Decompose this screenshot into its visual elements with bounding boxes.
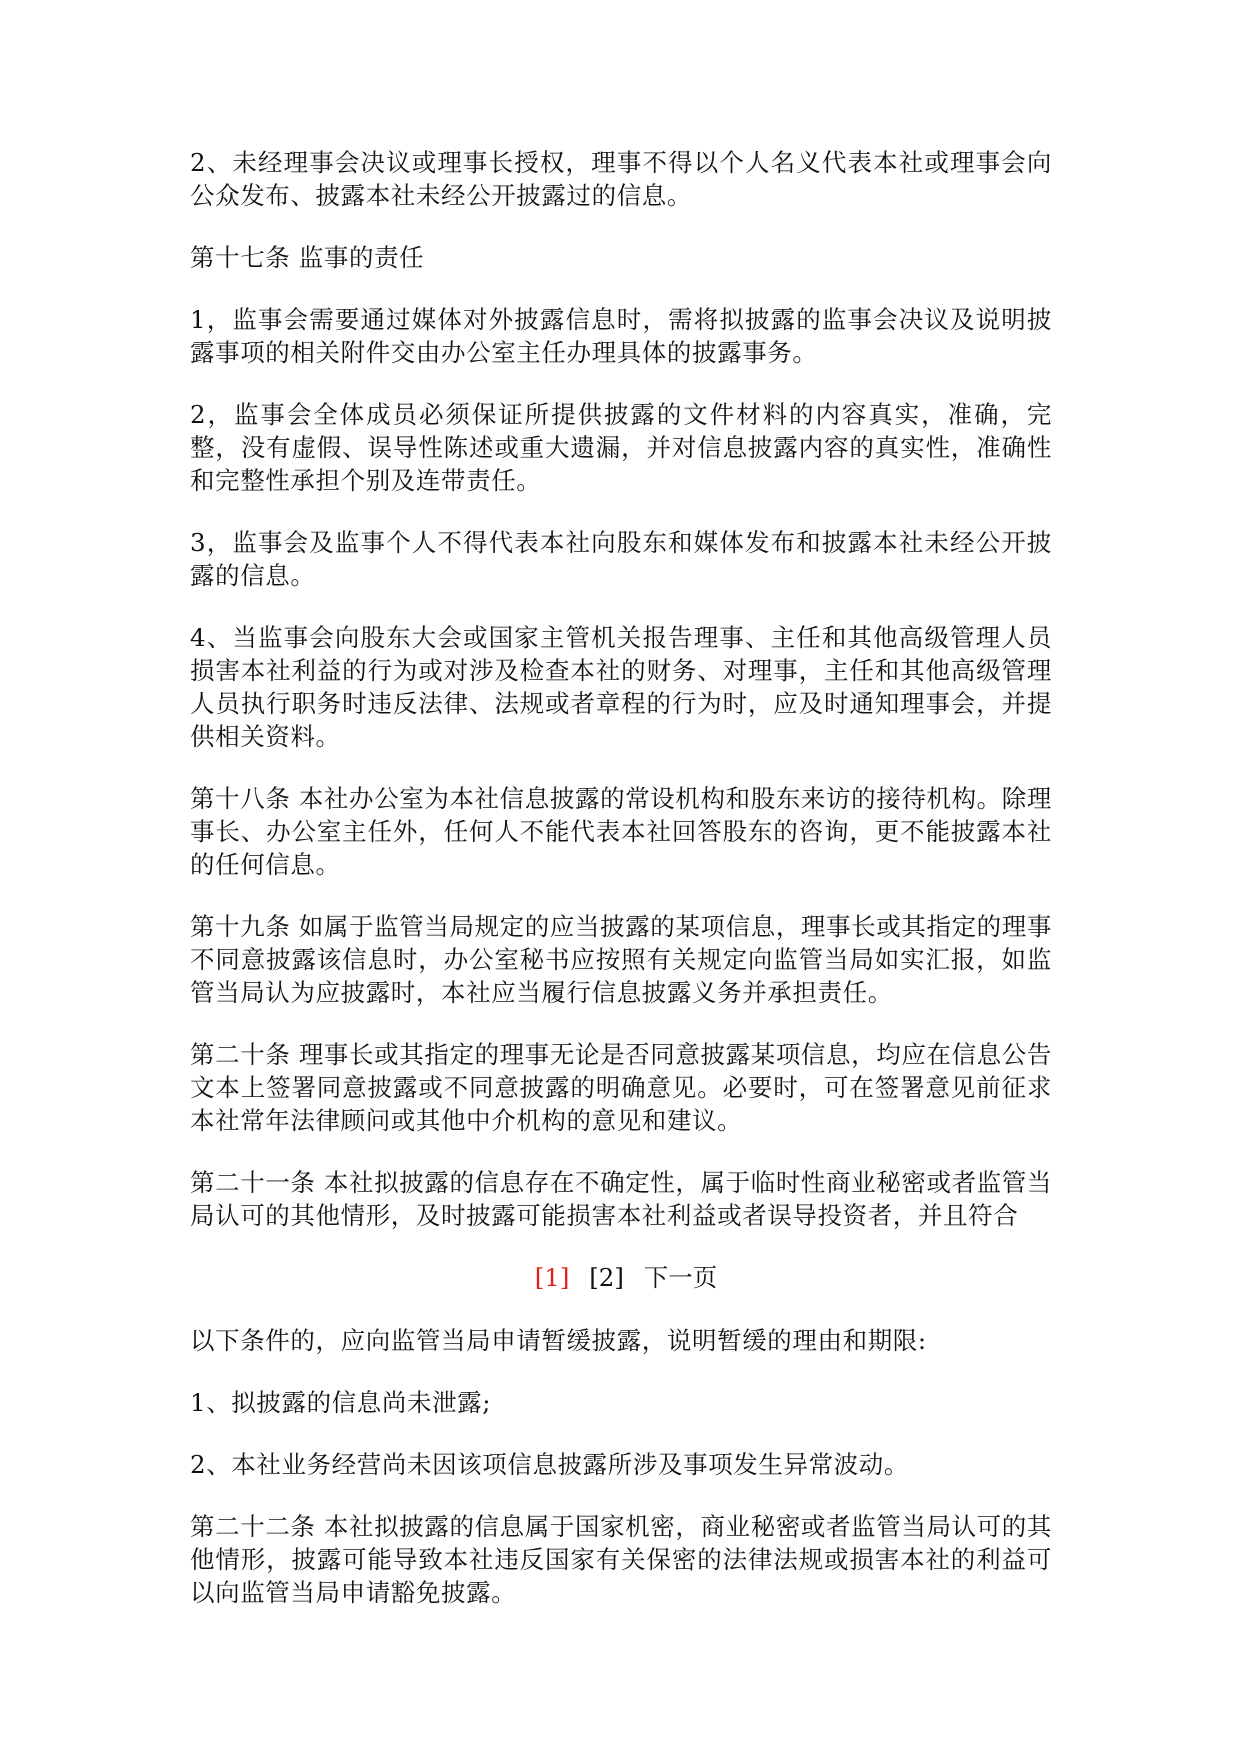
paragraph-4: 2，监事会全体成员必须保证所提供披露的文件材料的内容真实，准确，完整，没有虚假、误导性陈述或重大遗漏，并对信息披露内容的真实性，准确性和完整性承担个别及连带责任。 — [190, 400, 1052, 495]
pagination — [190, 1261, 1052, 1294]
article-21: 第二十一条 本社拟披露的信息存在不确定性，属于临时性商业秘密或者监管当局认可的其他情形，及时披露可能损害本社利益或者误导投资者，并且符合 — [190, 1168, 1052, 1230]
paragraph-1: 2、未经理事会决议或理事长授权，理事不得以个人名义代表本社或理事会向公众发布、披露本社未经公开披露过的信息。 — [190, 148, 1052, 210]
paragraph-5: 3，监事会及监事个人不得代表本社向股东和媒体发布和披露本社未经公开披露的信息。 — [190, 528, 1052, 590]
article-19: 第十九条 如属于监管当局规定的应当披露的某项信息，理事长或其指定的理事不同意披露该信息时，办公室秘书应按照有关规定向监管当局如实汇报，如监管当局认为应披露时，本社应当履行信息披露义务并承担责任。 — [190, 912, 1052, 1007]
condition-2: 2、本社业务经营尚未因该项信息披露所涉及事项发生异常波动。 — [190, 1450, 909, 1479]
condition-1: 1、拟披露的信息尚未泄露; — [190, 1388, 492, 1417]
paragraph-3: 1，监事会需要通过媒体对外披露信息时，需将拟披露的监事会决议及说明披露事项的相关附件交由办公室主任办理具体的披露事务。 — [190, 305, 1052, 367]
paragraph-continued: 以下条件的，应向监管当局申请暂缓披露，说明暂缓的理由和期限: — [190, 1326, 927, 1355]
article-20: 第二十条 理事长或其指定的理事无论是否同意披露某项信息，均应在信息公告文本上签署同意披露或不同意披露的明确意见。必要时，可在签署意见前征求本社常年法律顾问或其他中介机构的意见和建议。 — [190, 1040, 1052, 1135]
paragraph-6: 4、当监事会向股东大会或国家主管机关报告理事、主任和其他高级管理人员损害本社利益的行为或对涉及检查本社的财务、对理事，主任和其他高级管理人员执行职务时违反法律、法规或者章程的行为时，应及时通知理事会，并提供相关资料。 — [190, 623, 1052, 751]
article-18: 第十八条 本社办公室为本社信息披露的常设机构和股东来访的接待机构。除理事长、办公室主任外，任何人不能代表本社回答股东的咨询，更不能披露本社的任何信息。 — [190, 784, 1052, 879]
article-17-heading: 第十七条 监事的责任 — [190, 243, 425, 272]
page-2-link[interactable]: [2] — [589, 1263, 624, 1292]
page-1-link[interactable]: [1] — [534, 1263, 570, 1292]
next-page-link[interactable]: 下一页 — [643, 1263, 718, 1292]
article-22: 第二十二条 本社拟披露的信息属于国家机密，商业秘密或者监管当局认可的其他情形，披露可能导致本社违反国家有关保密的法律法规或损害本社的利益可以向监管当局申请豁免披露。 — [190, 1512, 1052, 1607]
document-page — [190, 146, 1052, 1638]
